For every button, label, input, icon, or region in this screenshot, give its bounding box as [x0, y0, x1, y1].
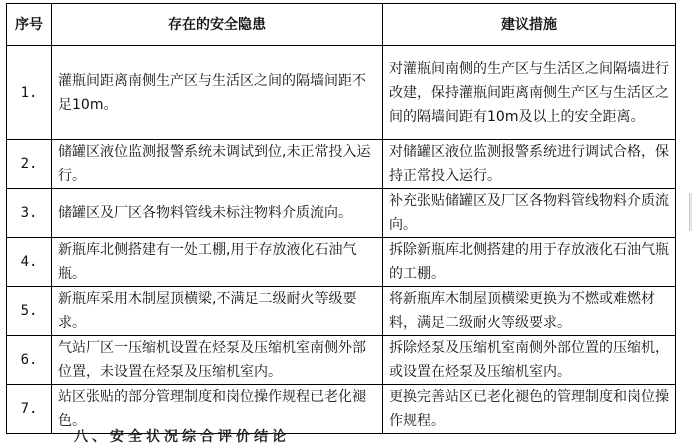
row-measure: 对储罐区液位监测报警系统进行调试合格，保持正常投入运行。	[383, 140, 676, 189]
table-row	[7, 46, 676, 140]
row-index: 2.	[7, 140, 52, 189]
row-measure: 将新瓶库木制屋顶横梁更换为不燃或难燃材料，满足二级耐火等级要求。	[383, 287, 676, 336]
row-index: 1.	[7, 46, 52, 140]
next-section-heading: 八、安全状况综合评价结论	[74, 429, 290, 445]
row-index: 7.	[7, 385, 52, 434]
table-row	[7, 336, 676, 385]
row-measure: 拆除新瓶库北侧搭建的用于存放液化石油气瓶的工棚。	[383, 238, 676, 287]
row-index: 5.	[7, 287, 52, 336]
table-row	[7, 385, 676, 434]
row-issue: 新瓶库北侧搭建有一处工棚,用于存放液化石油气瓶。	[52, 238, 383, 287]
header-issue: 存在的安全隐患	[52, 4, 383, 46]
row-issue: 站区张贴的部分管理制度和岗位操作规程已老化褪色。	[52, 385, 383, 434]
row-measure: 补充张贴储罐区及厂区各物料管线物料介质流向。	[383, 189, 676, 238]
row-measure: 对灌瓶间南侧的生产区与生活区之间隔墙进行改建，保持灌瓶间距离南侧生产区与生活区之间的隔墙间距有10m及以上的安全距离。	[383, 46, 676, 140]
header-measure: 建议措施	[383, 4, 676, 46]
row-issue: 储罐区液位监测报警系统未调试到位,未正常投入运行。	[52, 140, 383, 189]
table-row	[7, 140, 676, 189]
row-measure: 更换完善站区已老化褪色的管理制度和岗位操作规程。	[383, 385, 676, 434]
row-issue: 储罐区及厂区各物料管线未标注物料介质流向。	[52, 189, 383, 238]
row-issue: 灌瓶间距离南侧生产区与生活区之间的隔墙间距不足10m。	[52, 46, 383, 140]
row-index: 3.	[7, 189, 52, 238]
row-measure: 拆除烃泵及压缩机室南侧外部位置的压缩机，或设置在烃泵及压缩机室内。	[383, 336, 676, 385]
table-row	[7, 287, 676, 336]
table-row	[7, 189, 676, 238]
row-index: 4.	[7, 238, 52, 287]
row-issue: 新瓶库采用木制屋顶横梁,不满足二级耐火等级要求。	[52, 287, 383, 336]
header-index: 序号	[7, 4, 52, 46]
row-index: 6.	[7, 336, 52, 385]
row-issue: 气站厂区一压缩机设置在烃泵及压缩机室南侧外部位置，未设置在烃泵及压缩机室内。	[52, 336, 383, 385]
table-row	[7, 238, 676, 287]
table-header-row	[7, 4, 676, 46]
